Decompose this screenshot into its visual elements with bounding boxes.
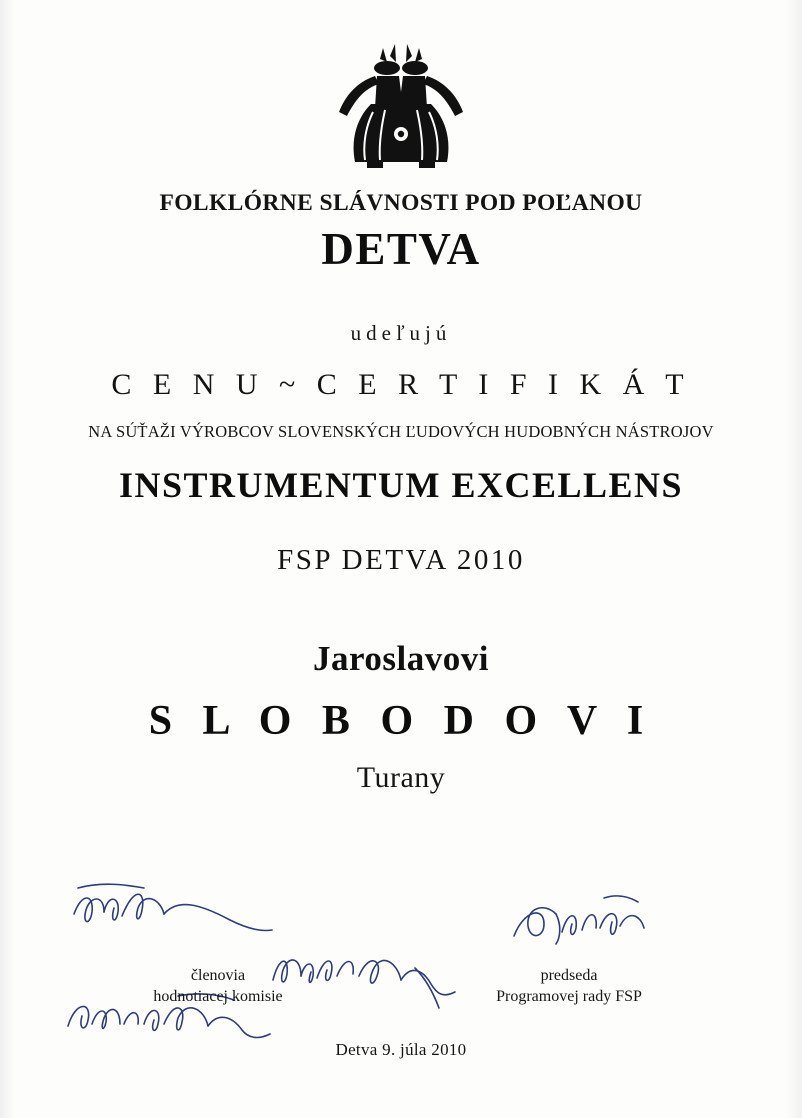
recipient-first-name: Jaroslavovi [313, 639, 489, 678]
award-title: INSTRUMENTUM EXCELLENS [118, 465, 684, 505]
awarding-verb: udeľujú [350, 321, 452, 345]
signature-caption-chair-line1: predseda [540, 967, 598, 984]
recipient-town: Turany [356, 761, 446, 794]
signature-caption-jury-line2: hodnotiacej komisie [153, 988, 283, 1006]
signature-caption-jury-line1: členovia [190, 967, 246, 984]
signature-block [0, 880, 802, 1060]
organizer-line: FOLKLÓRNE SLÁVNOSTI POD POĽANOU [159, 190, 643, 216]
recipient-last-name: S L O B O D O V I [148, 698, 654, 744]
signature-caption-chair [444, 965, 694, 1007]
place-and-date: Detva 9. júla 2010 [335, 1040, 467, 1059]
signature-mark-chair [500, 892, 700, 962]
organizer-name: DETVA [321, 224, 481, 274]
signature-caption-jury [108, 965, 328, 1007]
signature-mark-jury-1 [60, 880, 290, 950]
event-name: FSP DETVA 2010 [277, 544, 525, 576]
certificate-body [0, 190, 802, 795]
prize-label: C E N U ~ C E R T I F I K Á T [111, 368, 691, 401]
competition-line: NA SÚŤAŽI VÝROBCOV SLOVENSKÝCH ĽUDOVÝCH HUDOBNÝCH NÁSTROJOV [88, 422, 714, 441]
signature-caption-chair-line2: Programovej rady FSP [496, 988, 642, 1006]
folk-dancers-emblem [0, 42, 802, 182]
